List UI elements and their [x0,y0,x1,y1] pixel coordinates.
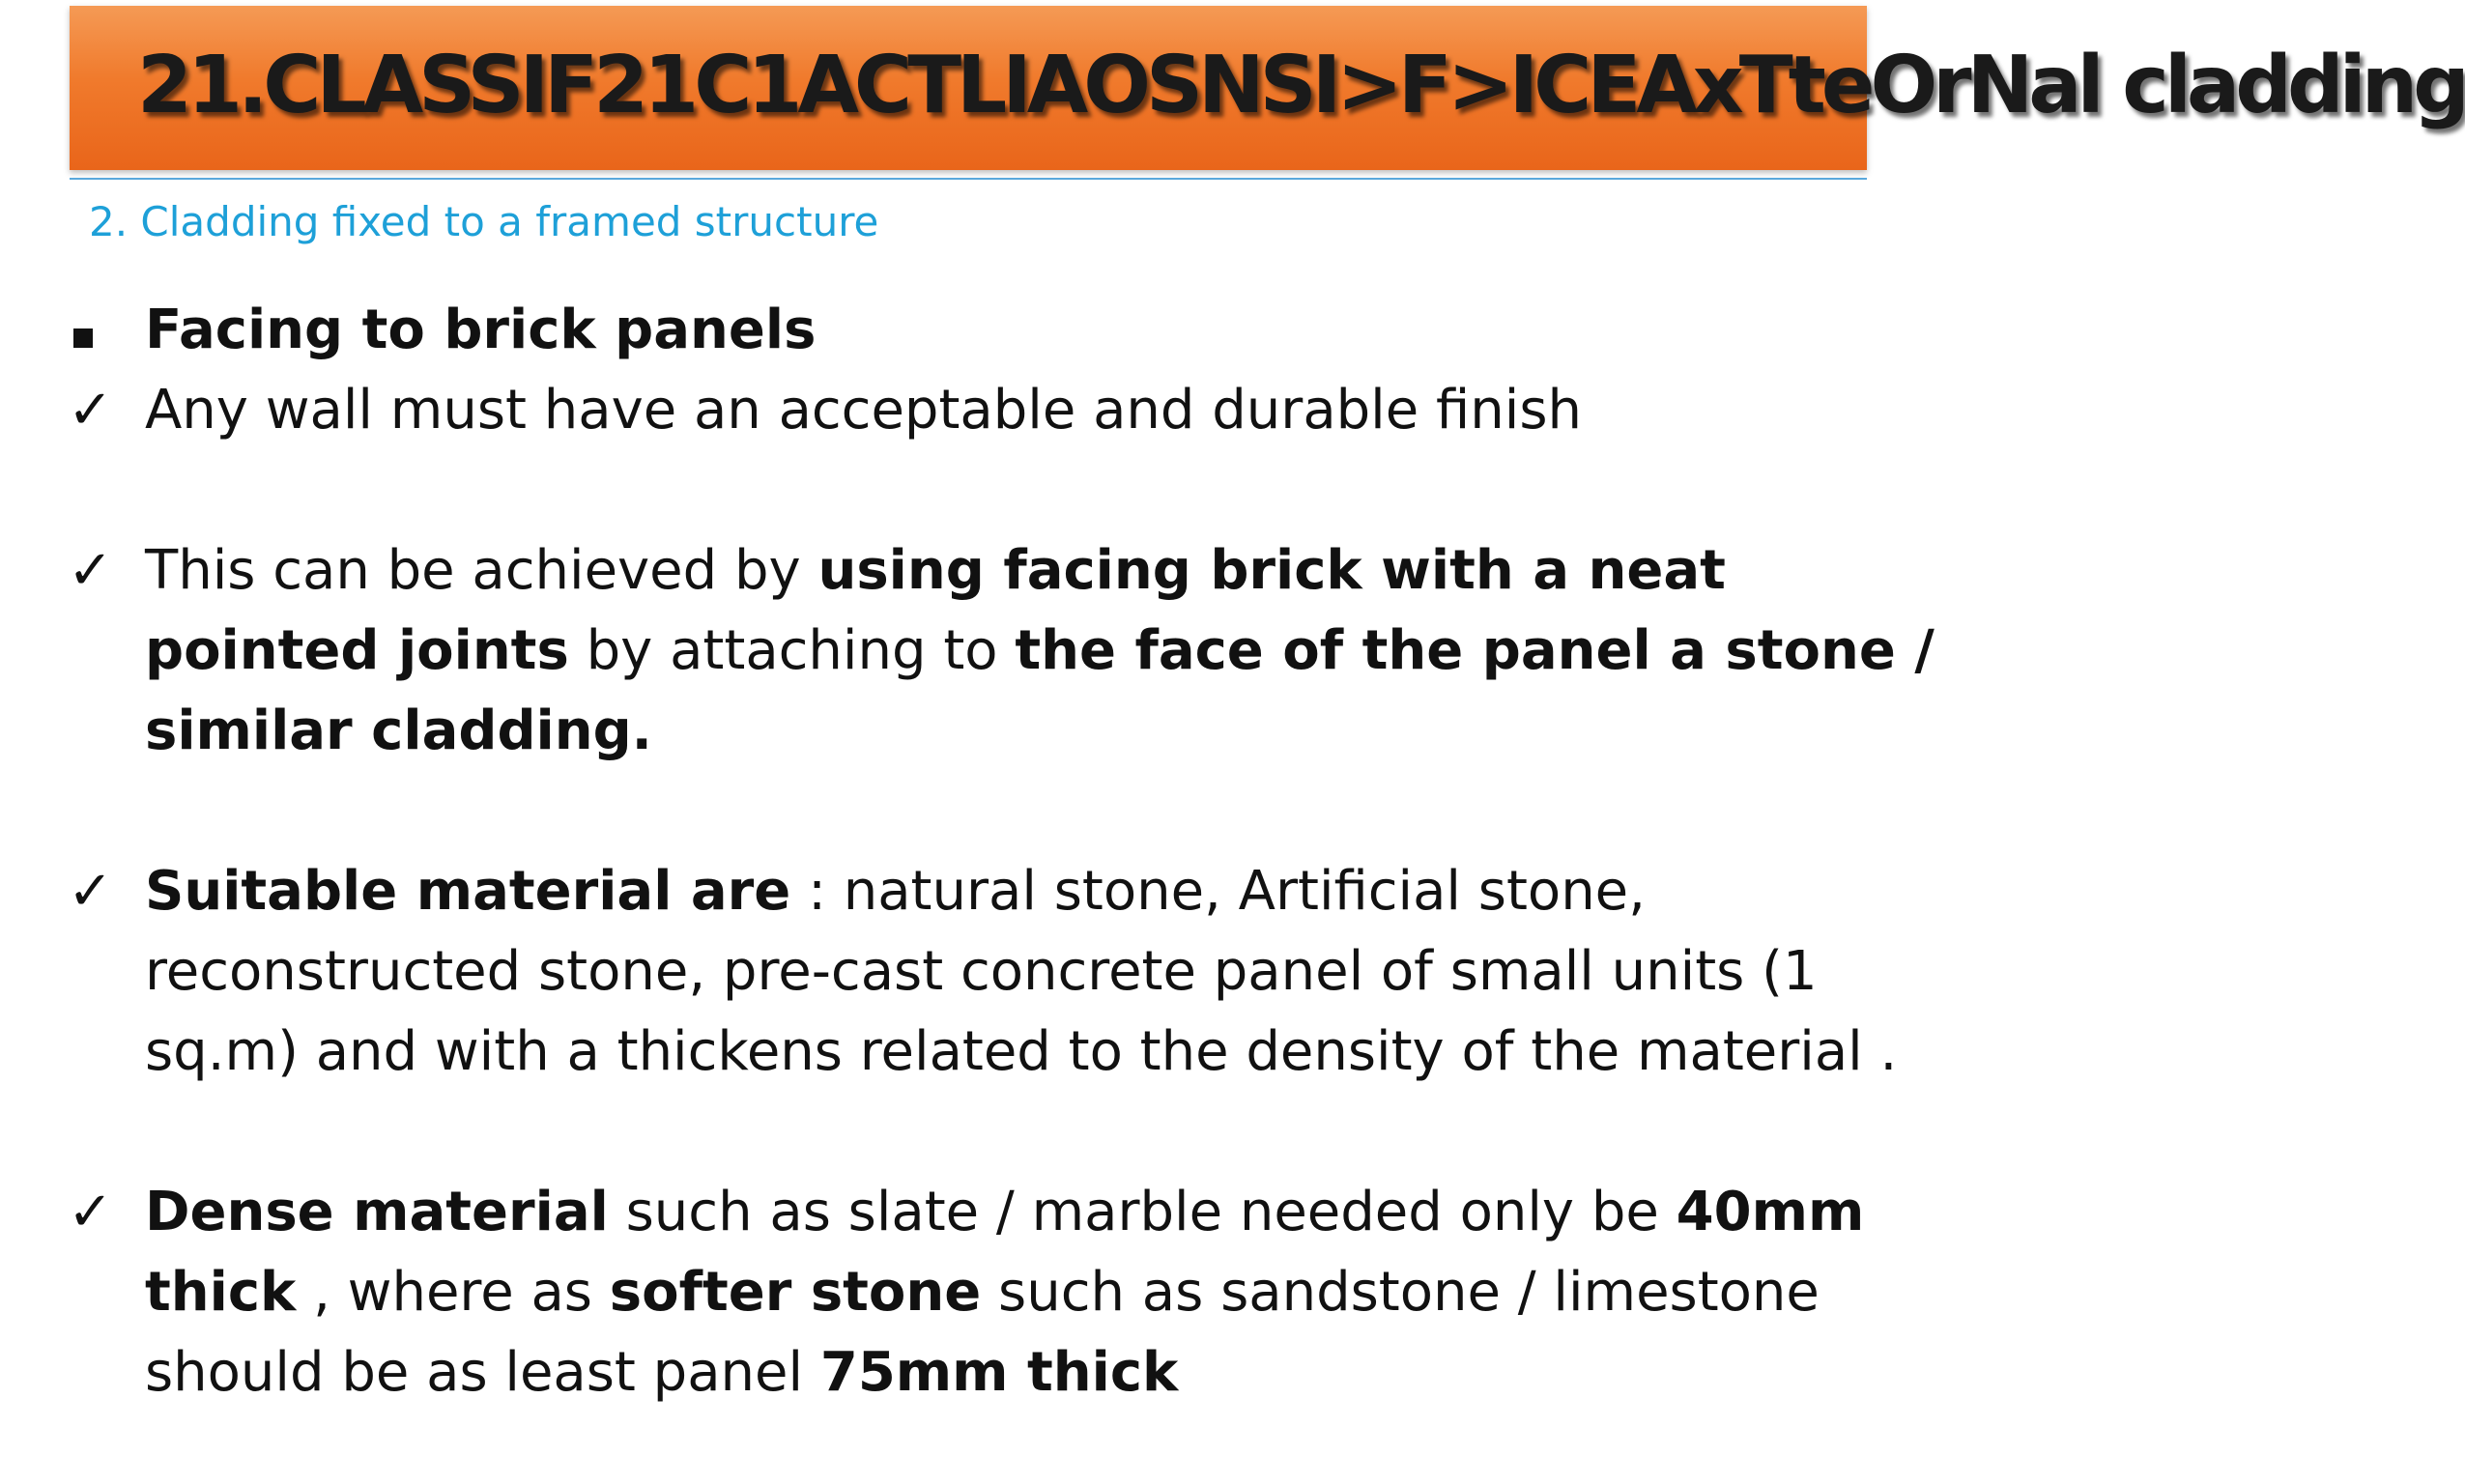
item-text: such as sandstone / limestone should be as least panel [145,1261,1820,1404]
heading-text: Facing to brick panels [145,299,817,361]
item-text: This can be achieved by [145,539,818,602]
item-bold-text: the face of the panel a stone / similar cladding. [145,619,1935,762]
checkmark-icon: ✓ [68,1181,113,1243]
item-text: : natural stone, Artificial stone, reconstructed stone, pre-cast concrete panel of small units (1 sq.m) and with a thickens related to the density of the material . [145,860,1898,1083]
spacer [68,1092,1952,1172]
item-text: Any wall must have an acceptable and durable finish [145,379,1582,442]
item-bold-text: softer stone [609,1261,982,1324]
heading-item [68,290,1952,370]
spacer [68,771,1952,851]
list-item-thickness [68,1172,1952,1413]
checkmark-icon: ✓ [68,860,113,923]
slide-subtitle: 2. Cladding fixed to a framed structure [89,198,879,245]
item-text: , where as [296,1261,610,1324]
item-bold-text: 75mm thick [819,1341,1179,1404]
slide-title: 21.CLASSIF21C1ACTLIAOSNSI>F>ICEAxTteOrNal cladding [137,40,2465,131]
bullet-list [68,290,1952,1413]
item-bold-text: using facing brick with a neat pointed joints [145,539,1726,682]
item-bold-text: 40mm thick [145,1181,1865,1324]
item-bold-text: Suitable material are [145,860,791,923]
item-text: by attaching to [568,619,1016,682]
list-item-materials [68,851,1952,1092]
list-item-finish [68,370,1952,450]
item-text: such as slate / marble needed only be [608,1181,1677,1243]
item-bold-text: Dense material [145,1181,609,1243]
title-bar [70,6,2465,170]
checkmark-icon: ✓ [68,379,113,442]
list-item-achieved [68,530,1952,771]
square-bullet-icon [68,290,126,370]
checkmark-icon: ✓ [68,539,113,602]
title-divider [70,178,1867,180]
spacer [68,450,1952,530]
